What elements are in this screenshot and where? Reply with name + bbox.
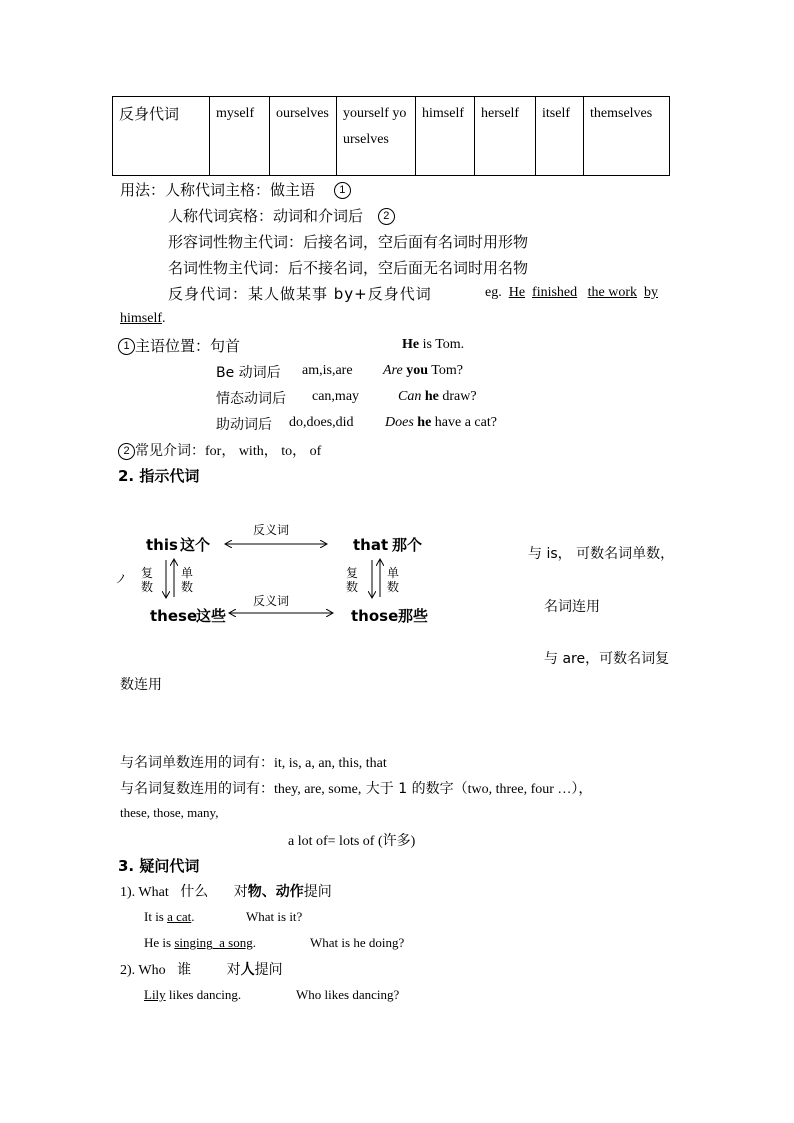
question-who-line xyxy=(120,959,283,979)
plural-label-left-2: 数 xyxy=(141,580,154,594)
eg-punct: . xyxy=(162,311,166,326)
this-node xyxy=(146,536,210,554)
bold-word: he xyxy=(421,389,439,404)
antonym-label-top: 反义词 xyxy=(253,523,290,537)
that-cn: 那个 xyxy=(392,536,423,554)
circled-number: 1 xyxy=(334,182,351,199)
subject-example-1 xyxy=(402,337,464,353)
that-node xyxy=(353,536,422,554)
preposition-words: for， with， to， of xyxy=(205,444,322,459)
desc-bold: 人 xyxy=(240,962,255,978)
desc-post: 提问 xyxy=(254,962,283,978)
singular-words-label: 与名词单数连用的词有： xyxy=(120,755,274,771)
table-cell: themselves xyxy=(584,97,670,176)
be-verb-example xyxy=(383,363,463,379)
bold-word: He xyxy=(402,337,420,352)
question-desc xyxy=(227,962,283,978)
eg-word: the work xyxy=(587,285,638,300)
underlined-word: Lily xyxy=(144,987,166,1002)
table-row xyxy=(113,97,670,176)
subject-label: 主语位置：句首 xyxy=(135,337,241,355)
italic-word: Can xyxy=(398,389,422,404)
example-text: He is xyxy=(144,935,175,950)
usage-text: 人称代词主格：做主语 xyxy=(165,181,316,199)
table-cell: myself xyxy=(210,97,270,176)
what-question-2: What is he doing? xyxy=(310,935,405,950)
these-cn: 这些 xyxy=(196,607,227,625)
this-word: this xyxy=(146,536,178,554)
table-cell: itself xyxy=(536,97,584,176)
those-word: those xyxy=(351,607,399,625)
stray-glyph: ノ xyxy=(115,572,128,586)
demo-note-2: 名词连用 xyxy=(544,599,600,615)
those-node xyxy=(351,607,428,625)
reflexive-pronoun-table xyxy=(112,96,670,176)
these-node xyxy=(150,607,226,625)
question-head: 1). What xyxy=(120,885,169,900)
bold-word: you xyxy=(402,363,428,378)
eg-word: He xyxy=(508,285,526,300)
plural-words-label: 与名词复数连用的词有： xyxy=(120,781,274,797)
usage-line-5: 反身代词：某人做某事 by+反身代词 xyxy=(168,285,432,303)
what-question-1: What is it? xyxy=(246,909,303,924)
demonstrative-diagram xyxy=(110,515,450,635)
table-cell: herself xyxy=(475,97,536,176)
question-cn: 谁 xyxy=(177,962,192,978)
what-example-1 xyxy=(144,909,195,925)
modal-verb-words: can,may xyxy=(312,389,360,404)
question-desc xyxy=(234,884,332,900)
usage-line-3: 形容词性物主代词：后接名词，空后面有名词时用形物 xyxy=(168,233,529,251)
demo-note-3: 与 are，可数名词复 xyxy=(544,651,670,667)
aux-verb-example xyxy=(385,415,497,431)
who-question: Who likes dancing? xyxy=(296,987,400,1002)
plural-words-line-2: these, those, many, xyxy=(120,805,219,820)
plural-words: they, are, some, xyxy=(274,782,362,797)
example-text: is Tom. xyxy=(419,337,465,352)
desc-pre: 对 xyxy=(233,884,248,900)
singular-label-right-1: 单 xyxy=(387,566,400,580)
singular-words-line xyxy=(120,752,387,772)
bold-word: he xyxy=(413,415,432,430)
singular-label-left-2: 数 xyxy=(181,580,194,594)
demo-note-1: 与 is， 可数名词单数， xyxy=(528,546,675,562)
table-cell: himself xyxy=(416,97,475,176)
this-cn: 这个 xyxy=(180,536,211,554)
those-cn: 那些 xyxy=(398,607,429,625)
a-lot-of-cn: (许多) xyxy=(374,834,416,849)
modal-verb-example xyxy=(398,389,477,405)
question-head: 2). Who xyxy=(120,963,166,978)
eg-label: eg. xyxy=(485,285,502,300)
be-verb-words: am,is,are xyxy=(302,363,353,378)
subject-position-line xyxy=(118,335,240,356)
circled-number: 2 xyxy=(118,443,135,460)
these-word: these xyxy=(150,607,198,625)
underlined-word: a song xyxy=(219,935,253,950)
demo-note-4: 数连用 xyxy=(120,677,162,693)
closing-punct: ）， xyxy=(571,781,593,797)
example-continuation xyxy=(120,311,166,327)
preposition-label: 常见介词： xyxy=(135,443,205,459)
example-text: . xyxy=(191,909,195,924)
usage-text: 人称代词宾格：动词和介词后 xyxy=(168,207,364,225)
singular-label-right-2: 数 xyxy=(387,580,400,594)
table-cell: 反身代词 xyxy=(113,97,210,176)
example-sentence xyxy=(485,285,658,301)
modal-verb-label: 情态动词后 xyxy=(216,391,286,407)
plural-label-right-1: 复 xyxy=(346,566,359,580)
what-example-2 xyxy=(144,935,256,951)
a-lot-of-text: a lot of= lots of xyxy=(288,834,375,849)
preposition-line xyxy=(118,440,321,460)
antonym-label-bottom: 反义词 xyxy=(253,594,290,608)
example-text: draw? xyxy=(438,389,477,404)
number-label: 大于 1 的数字（ xyxy=(361,781,468,797)
desc-post: 提问 xyxy=(303,884,332,900)
aux-verb-words: do,does,did xyxy=(289,415,354,430)
plural-label-left-1: 复 xyxy=(141,566,154,580)
usage-line-4: 名词性物主代词：后不接名词，空后面无名词时用名物 xyxy=(168,259,529,277)
section-3-title: 3. 疑问代词 xyxy=(118,857,200,875)
underlined-word: a cat xyxy=(167,909,192,924)
number-words: two, three, four … xyxy=(467,782,572,797)
eg-word: finished xyxy=(532,285,578,300)
desc-pre: 对 xyxy=(226,962,241,978)
plural-label-right-2: 数 xyxy=(346,580,359,594)
who-example xyxy=(144,987,241,1003)
circled-number: 1 xyxy=(118,338,135,355)
question-cn: 什么 xyxy=(180,884,209,900)
underlined-word: singing xyxy=(174,935,213,950)
singular-label-left-1: 单 xyxy=(181,566,194,580)
a-lot-of-line xyxy=(288,830,415,850)
desc-bold: 物、动作 xyxy=(247,884,304,900)
example-text: have a cat? xyxy=(431,415,497,430)
that-word: that xyxy=(353,536,389,554)
example-text: Tom? xyxy=(428,363,463,378)
usage-line-2 xyxy=(168,205,395,226)
circled-number: 2 xyxy=(378,208,395,225)
aux-verb-label: 助动词后 xyxy=(216,417,272,433)
section-2-title: 2. 指示代词 xyxy=(118,467,200,485)
italic-word: Does xyxy=(385,415,414,430)
table-cell: yourself yourselves xyxy=(337,97,416,176)
eg-word: by xyxy=(644,285,659,300)
example-text: It is xyxy=(144,909,168,924)
be-verb-label: Be 动词后 xyxy=(216,365,281,381)
question-what-line xyxy=(120,881,332,901)
usage-label: 用法： xyxy=(120,181,166,199)
example-text: likes dancing. xyxy=(165,987,242,1002)
table-cell: ourselves xyxy=(270,97,337,176)
singular-words: it, is, a, an, this, that xyxy=(274,756,387,771)
italic-word: Are xyxy=(383,363,403,378)
usage-line-1 xyxy=(120,179,351,200)
example-text: . xyxy=(252,935,256,950)
eg-word: himself xyxy=(120,311,162,326)
plural-words-line xyxy=(120,778,592,798)
